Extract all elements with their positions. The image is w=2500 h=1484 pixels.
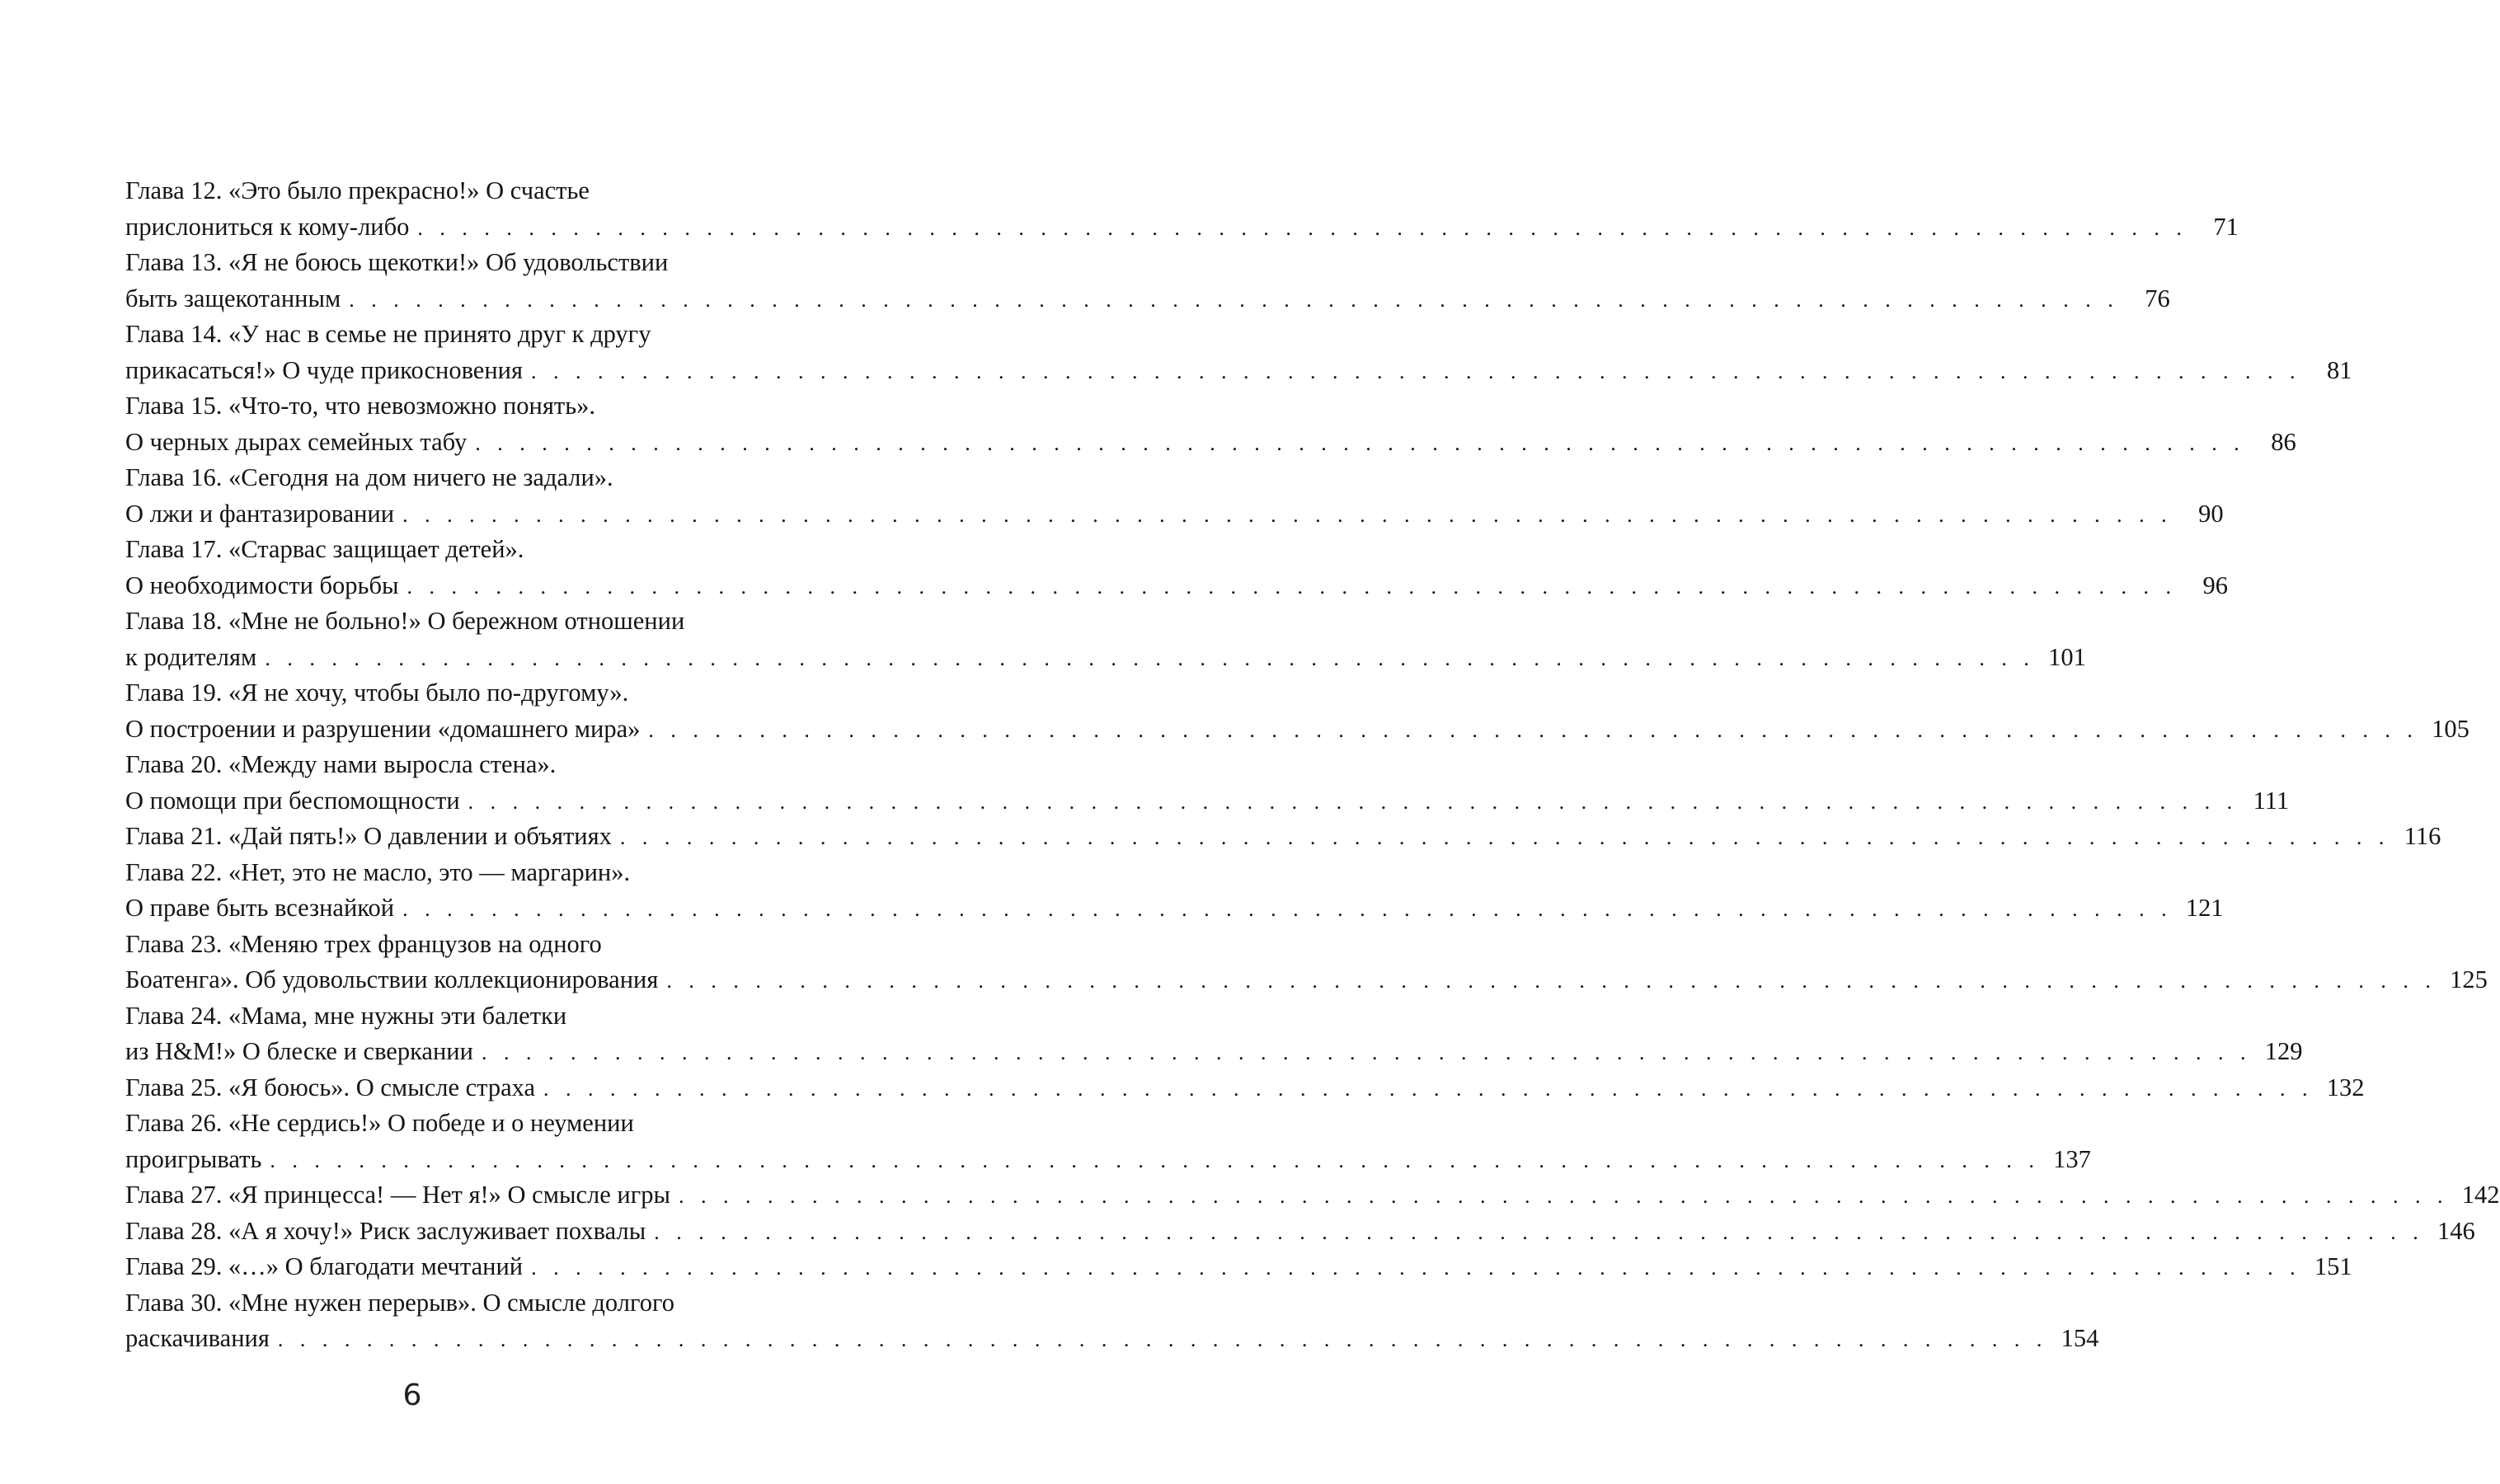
toc-entry-title: Глава 19. «Я не хочу, чтобы было по-другому». <box>125 679 629 707</box>
toc-entry-title: Глава 18. «Мне не больно!» О бережном отношении <box>125 607 685 635</box>
toc-entry-title: Глава 15. «Что-то, что невозможно понять». <box>125 392 595 420</box>
toc-entry-last-line <box>125 783 2290 819</box>
toc-entry <box>125 1214 2475 1250</box>
dot-leader: . . . . . . . . . . . . . . . . . . . . . . . . . . . . . . . . . . . . . . . . . . . . . . . . . . . . . . . . . . . . . . . . . . . . . . . . . . . . . . . . <box>654 1219 2424 1244</box>
toc-entry-title: Глава 25. «Я боюсь». О смысле страха <box>125 1073 536 1101</box>
toc-entry-title: Глава 12. «Это было прекрасно!» О счастье <box>125 176 590 204</box>
toc-entry-last-line <box>125 568 2228 604</box>
dot-leader: . . . . . . . . . . . . . . . . . . . . . . . . . . . . . . . . . . . . . . . . . . . . . . . . . . . . . . . . . . . . . . . . . . . . . . . . . . . . . . . . <box>417 215 2188 240</box>
toc-entry-title: Глава 14. «У нас в семье не принято друг к другу <box>125 320 651 348</box>
toc-entry <box>125 1285 2099 1357</box>
toc-entry-page: 96 <box>2202 571 2228 599</box>
toc-entry-last-line <box>125 890 2224 927</box>
dot-leader: . . . . . . . . . . . . . . . . . . . . . . . . . . . . . . . . . . . . . . . . . . . . . . . . . . . . . . . . . . . . . . . . . . . . . . . . . . . . . . . . <box>531 1256 2301 1280</box>
toc-entry-page: 132 <box>2326 1073 2365 1101</box>
dot-leader: . . . . . . . . . . . . . . . . . . . . . . . . . . . . . . . . . . . . . . . . . . . . . . . . . . . . . . . . . . . . . . . . . . . . . . . . . . . . . . . . <box>648 717 2418 742</box>
toc-entry-page: 81 <box>2327 355 2352 384</box>
dot-leader: . . . . . . . . . . . . . . . . . . . . . . . . . . . . . . . . . . . . . . . . . . . . . . . . . . . . . . . . . . . . . . . . . . . . . . . . . . . . . . . . <box>349 287 2119 312</box>
toc-entry <box>125 317 2352 388</box>
toc-entry-title: к родителям <box>125 642 257 671</box>
toc-entry <box>125 855 2224 927</box>
toc-entry-page: 121 <box>2185 894 2224 922</box>
toc-entry-title: быть защекотанным <box>125 284 341 312</box>
toc-entry <box>125 1070 2365 1106</box>
dot-leader: . . . . . . . . . . . . . . . . . . . . . . . . . . . . . . . . . . . . . . . . . . . . . . . . . . . . . . . . . . . . . . . . . . . . . . . . . . . . . . . . <box>468 789 2239 814</box>
toc-entry-title: из H&M!» О блеске и сверкании <box>125 1037 473 1065</box>
toc-entry <box>125 173 2239 245</box>
toc-entry-last-line <box>125 1177 2500 1214</box>
toc-entry-line <box>125 603 777 640</box>
toc-entry-page: 137 <box>2053 1144 2091 1173</box>
toc-entry-page: 90 <box>2198 499 2224 528</box>
toc-entry-line <box>125 1285 777 1322</box>
toc-entry-title: Глава 30. «Мне нужен перерыв». О смысле долгого <box>125 1288 674 1317</box>
toc-entry-line <box>125 388 777 425</box>
toc-entry-last-line <box>125 819 2441 855</box>
dot-leader: . . . . . . . . . . . . . . . . . . . . . . . . . . . . . . . . . . . . . . . . . . . . . . . . . . . . . . . . . . . . . . . . . . . . . . . . . . . . . . . . <box>666 969 2437 993</box>
toc-entry <box>125 532 2228 603</box>
toc-entry-last-line <box>125 711 2469 748</box>
toc-entry-line <box>125 460 777 496</box>
toc-entry-last-line <box>125 1214 2475 1250</box>
dot-leader: . . . . . . . . . . . . . . . . . . . . . . . . . . . . . . . . . . . . . . . . . . . . . . . . . . . . . . . . . . . . . . . . . . . . . . . . . . . . . . . . <box>265 646 2035 670</box>
dot-leader: . . . . . . . . . . . . . . . . . . . . . . . . . . . . . . . . . . . . . . . . . . . . . . . . . . . . . . . . . . . . . . . . . . . . . . . . . . . . . . . . <box>619 825 2390 849</box>
toc-entry-page: 101 <box>2048 642 2086 671</box>
toc-entry-page: 154 <box>2061 1324 2099 1352</box>
dot-leader: . . . . . . . . . . . . . . . . . . . . . . . . . . . . . . . . . . . . . . . . . . . . . . . . . . . . . . . . . . . . . . . . . . . . . . . . . . . . . . . . <box>679 1184 2449 1208</box>
toc-entry-title: О праве быть всезнайкой <box>125 894 395 922</box>
toc-entry <box>125 998 2303 1070</box>
toc-entry-line <box>125 173 777 209</box>
toc-entry-title: прикасаться!» О чуде прикосновения <box>125 355 523 384</box>
toc-entry <box>125 388 2296 460</box>
table-of-contents <box>125 173 2500 1357</box>
toc-entry <box>125 1177 2500 1214</box>
toc-entry-title: Глава 13. «Я не боюсь щекотки!» Об удовольствии <box>125 248 669 276</box>
toc-entry-line <box>125 532 777 568</box>
toc-entry-page: 116 <box>2404 822 2441 850</box>
dot-leader: . . . . . . . . . . . . . . . . . . . . . . . . . . . . . . . . . . . . . . . . . . . . . . . . . . . . . . . . . . . . . . . . . . . . . . . . . . . . . . . . <box>543 1076 2314 1101</box>
toc-entry-title: Глава 17. «Старвас защищает детей». <box>125 535 524 563</box>
toc-entry-last-line <box>125 425 2296 461</box>
toc-entry-page: 105 <box>2432 714 2469 743</box>
toc-entry-page: 125 <box>2450 965 2488 993</box>
toc-entry-title: Боатенга». Об удовольствии коллекционирования <box>125 965 659 993</box>
toc-entry <box>125 927 2488 998</box>
dot-leader: . . . . . . . . . . . . . . . . . . . . . . . . . . . . . . . . . . . . . . . . . . . . . . . . . . . . . . . . . . . . . . . . . . . . . . . . . . . . . . . . <box>402 502 2173 527</box>
toc-entry-title: Глава 21. «Дай пять!» О давлении и объятиях <box>125 822 612 850</box>
toc-entry <box>125 245 2170 317</box>
toc-entry-page: 71 <box>2213 212 2239 241</box>
toc-entry-title: О необходимости борьбы <box>125 571 399 599</box>
toc-entry-title: Глава 29. «…» О благодати мечтаний <box>125 1252 524 1280</box>
toc-entry-last-line <box>125 1070 2365 1106</box>
toc-entry-title: О помощи при беспомощности <box>125 786 460 815</box>
toc-entry <box>125 1106 2091 1177</box>
toc-entry-title: Глава 27. «Я принцесса! — Нет я!» О смысле игры <box>125 1181 671 1209</box>
toc-entry-page: 86 <box>2271 427 2296 456</box>
toc-entry-last-line <box>125 1321 2099 1357</box>
toc-entry-title: Глава 28. «А я хочу!» Риск заслуживает похвалы <box>125 1216 646 1245</box>
dot-leader: . . . . . . . . . . . . . . . . . . . . . . . . . . . . . . . . . . . . . . . . . . . . . . . . . . . . . . . . . . . . . . . . . . . . . . . . . . . . . . . . <box>406 574 2177 599</box>
toc-entry-last-line <box>125 1142 2091 1178</box>
toc-entry-page: 142 <box>2461 1181 2500 1209</box>
toc-entry <box>125 675 2469 747</box>
toc-entry-title: Глава 24. «Мама, мне нужны эти балетки <box>125 1001 567 1030</box>
dot-leader: . . . . . . . . . . . . . . . . . . . . . . . . . . . . . . . . . . . . . . . . . . . . . . . . . . . . . . . . . . . . . . . . . . . . . . . . . . . . . . . . <box>481 1040 2252 1064</box>
toc-entry-page: 111 <box>2253 786 2290 815</box>
toc-entry <box>125 747 2290 819</box>
toc-entry-title: Глава 23. «Меняю трех французов на одного <box>125 929 602 958</box>
toc-entry-title: О построении и разрушении «домашнего мира» <box>125 714 641 743</box>
toc-entry-last-line <box>125 640 2086 676</box>
toc-entry-title: прислониться к кому-либо <box>125 212 410 241</box>
toc-entry-line <box>125 675 777 711</box>
toc-entry-last-line <box>125 962 2488 998</box>
toc-entry-line <box>125 317 777 353</box>
toc-entry-last-line <box>125 281 2170 317</box>
toc-entry-page: 146 <box>2437 1216 2475 1245</box>
toc-entry-title: О черных дырах семейных табу <box>125 427 468 456</box>
dot-leader: . . . . . . . . . . . . . . . . . . . . . . . . . . . . . . . . . . . . . . . . . . . . . . . . . . . . . . . . . . . . . . . . . . . . . . . . . . . . . . . . <box>531 359 2301 383</box>
dot-leader: . . . . . . . . . . . . . . . . . . . . . . . . . . . . . . . . . . . . . . . . . . . . . . . . . . . . . . . . . . . . . . . . . . . . . . . . . . . . . . . . <box>475 430 2245 455</box>
toc-entry-last-line <box>125 1034 2303 1070</box>
toc-entry-title: Глава 16. «Сегодня на дом ничего не задали». <box>125 463 613 491</box>
dot-leader: . . . . . . . . . . . . . . . . . . . . . . . . . . . . . . . . . . . . . . . . . . . . . . . . . . . . . . . . . . . . . . . . . . . . . . . . . . . . . . . . <box>270 1148 2040 1172</box>
toc-entry <box>125 603 2086 675</box>
dot-leader: . . . . . . . . . . . . . . . . . . . . . . . . . . . . . . . . . . . . . . . . . . . . . . . . . . . . . . . . . . . . . . . . . . . . . . . . . . . . . . . . <box>402 897 2173 921</box>
toc-entry-title: раскачивания <box>125 1324 270 1352</box>
dot-leader: . . . . . . . . . . . . . . . . . . . . . . . . . . . . . . . . . . . . . . . . . . . . . . . . . . . . . . . . . . . . . . . . . . . . . . . . . . . . . . . . <box>277 1327 2048 1351</box>
toc-entry-page: 129 <box>2264 1037 2303 1065</box>
toc-entry-line <box>125 998 777 1035</box>
toc-entry <box>125 1249 2352 1285</box>
toc-entry <box>125 460 2224 532</box>
toc-entry-line <box>125 1106 777 1142</box>
toc-entry-title: Глава 22. «Нет, это не масло, это — маргарин». <box>125 857 631 886</box>
toc-entry-last-line <box>125 1249 2352 1285</box>
toc-entry-last-line <box>125 209 2239 246</box>
toc-entry-line <box>125 855 777 891</box>
toc-entry-line <box>125 927 777 963</box>
toc-entry-title: Глава 20. «Между нами выросла стена». <box>125 750 557 778</box>
toc-entry-last-line <box>125 353 2352 389</box>
toc-entry-title: Глава 26. «Не сердись!» О победе и о неумении <box>125 1109 634 1137</box>
toc-entry <box>125 819 2441 855</box>
toc-entry-title: О лжи и фантазировании <box>125 499 395 528</box>
page-number: 6 <box>402 1378 422 1412</box>
toc-entry-last-line <box>125 496 2224 533</box>
toc-entry-line <box>125 245 777 281</box>
toc-entry-line <box>125 747 777 783</box>
toc-entry-page: 151 <box>2314 1252 2352 1280</box>
toc-entry-page: 76 <box>2145 284 2170 312</box>
toc-entry-title: проигрывать <box>125 1144 262 1173</box>
